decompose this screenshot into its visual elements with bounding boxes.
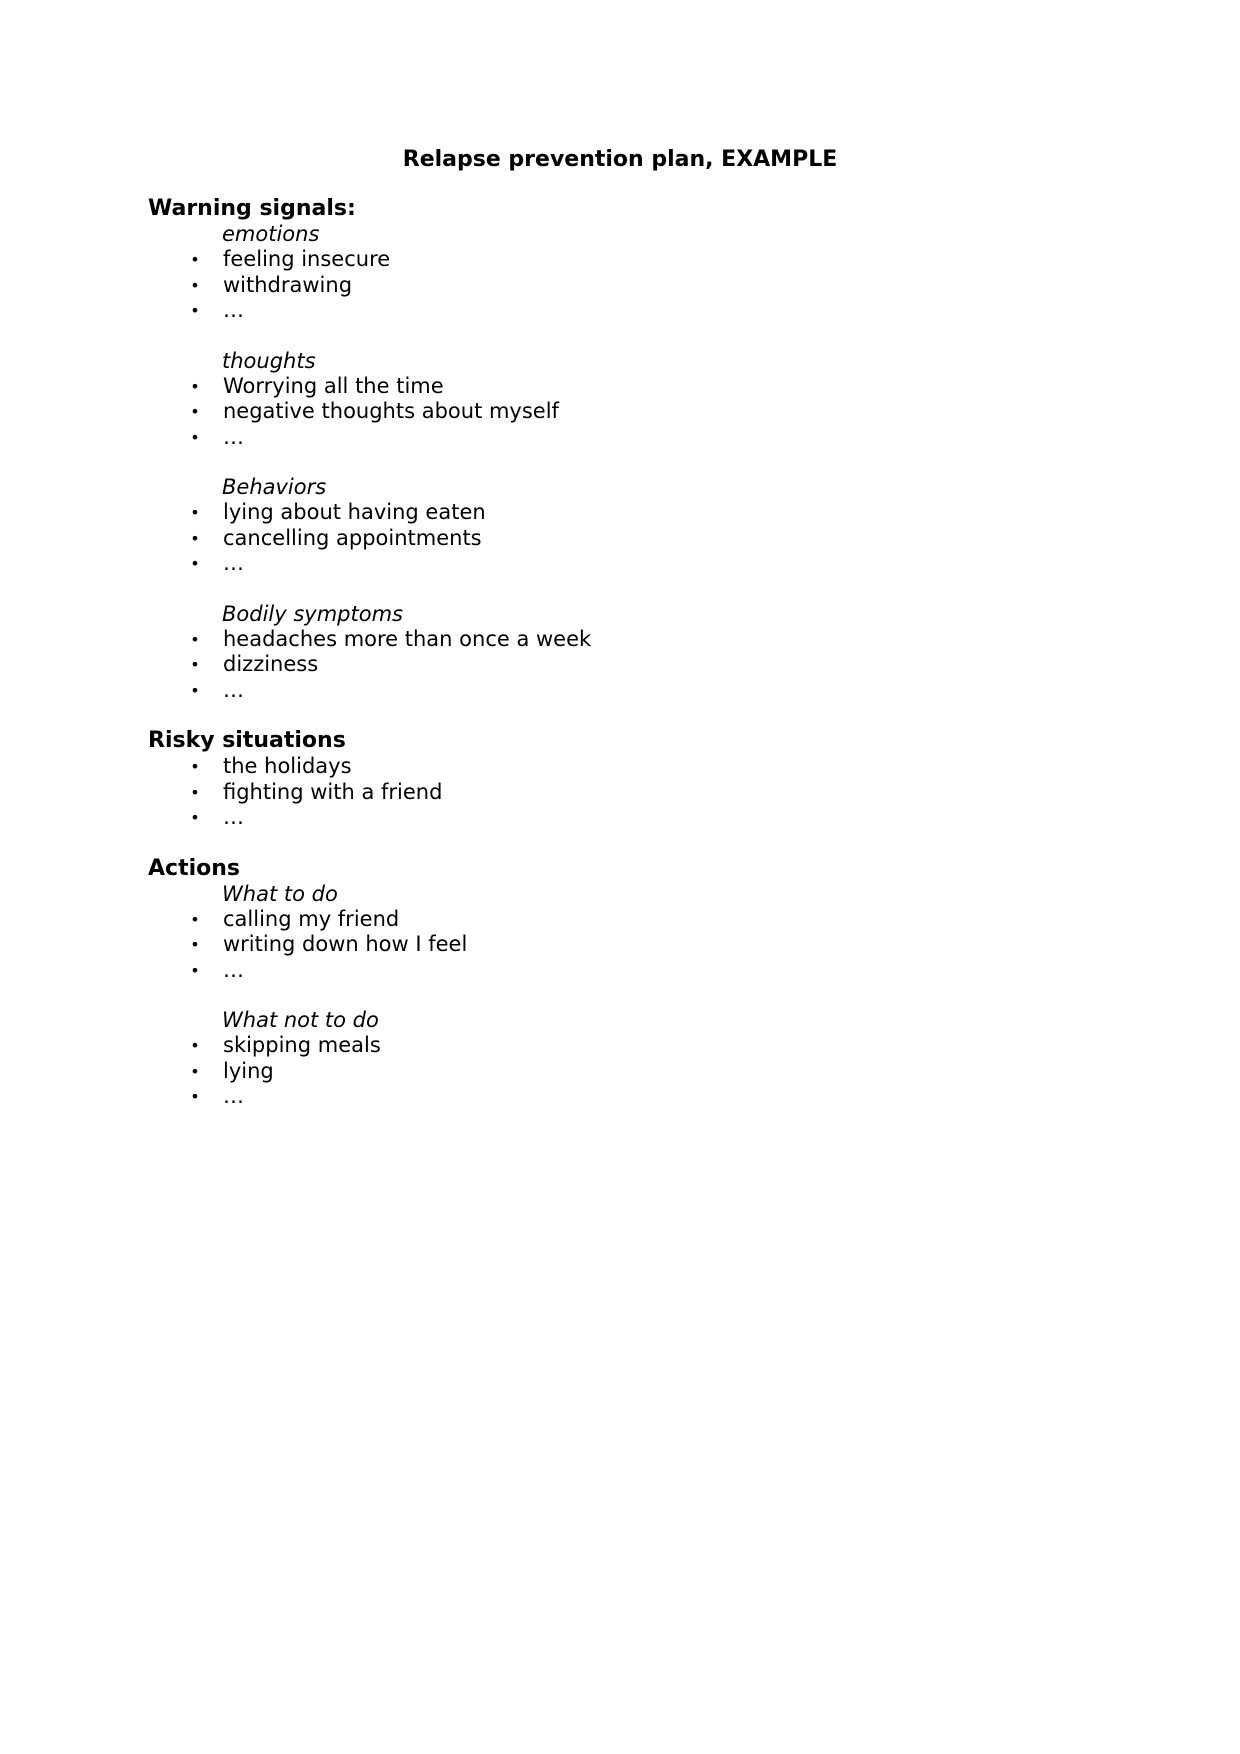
bullet-list-what-to-do <box>148 907 1108 984</box>
group-label-what-not-to-do: What not to do <box>222 1008 379 1032</box>
list-item <box>148 247 1108 273</box>
group-label-thoughts: thoughts <box>222 348 316 373</box>
bullet-icon: • <box>190 782 200 802</box>
list-item-text: cancelling appointments <box>223 525 482 550</box>
bullet-list-thoughts <box>148 374 1108 451</box>
list-item-text: Worrying all the time <box>223 373 444 398</box>
list-item <box>148 678 1108 704</box>
list-item-text: lying <box>223 1058 274 1083</box>
bullet-icon: • <box>190 629 200 649</box>
bullet-icon: • <box>190 528 200 548</box>
list-item-text: … <box>223 805 244 829</box>
list-item-text: headaches more than once a week <box>223 626 592 651</box>
bullet-icon: • <box>190 680 200 700</box>
bullet-icon: • <box>190 808 200 827</box>
list-item <box>148 652 1108 678</box>
list-item <box>148 805 1108 831</box>
list-item <box>148 425 1108 451</box>
list-item-text: lying about having eaten <box>223 500 486 524</box>
bullet-icon: • <box>190 1036 200 1055</box>
document-title: Relapse prevention plan, EXAMPLE <box>402 147 838 172</box>
group-label-behaviors: Behaviors <box>222 475 327 499</box>
list-item-text: negative thoughts about myself <box>223 399 559 423</box>
bullet-icon: • <box>190 503 200 522</box>
list-item-text: … <box>223 1084 244 1108</box>
group-label-bodily-symptoms: Bodily symptoms <box>222 601 403 626</box>
list-item-text: … <box>223 424 244 449</box>
bullet-icon: • <box>190 554 200 573</box>
list-item <box>148 500 1108 526</box>
bullet-icon: • <box>190 655 200 674</box>
bullet-icon: • <box>190 1087 200 1106</box>
list-item-text: skipping meals <box>223 1033 381 1057</box>
list-item <box>148 780 1108 806</box>
list-item <box>148 399 1108 425</box>
bullet-icon: • <box>190 1061 200 1081</box>
bullet-icon: • <box>190 427 200 447</box>
list-item <box>148 298 1108 324</box>
list-item <box>148 1059 1108 1085</box>
section-risky-situations <box>148 728 1108 831</box>
list-item-text: the holidays <box>223 754 352 778</box>
group-label-what-to-do: What to do <box>222 881 338 906</box>
bullet-icon: • <box>190 960 200 980</box>
section-heading-risky-situations: Risky situations <box>148 728 346 753</box>
list-item-text: calling my friend <box>223 906 400 931</box>
list-item <box>148 273 1108 299</box>
section-actions <box>148 856 1108 1110</box>
bullet-list-what-not-to-do <box>148 1033 1108 1110</box>
list-item <box>148 932 1108 958</box>
document-body <box>148 196 1108 1110</box>
bullet-list-emotions <box>148 247 1108 324</box>
list-item <box>148 1033 1108 1059</box>
list-item <box>148 526 1108 552</box>
bullet-icon: • <box>190 250 200 269</box>
list-item <box>148 907 1108 933</box>
bullet-icon: • <box>190 757 200 776</box>
list-item-text: writing down how I feel <box>223 932 468 956</box>
bullet-icon: • <box>190 275 200 295</box>
list-item-text: feeling insecure <box>223 247 391 271</box>
bullet-icon: • <box>190 909 200 929</box>
list-item <box>148 551 1108 577</box>
group-what-not-to-do <box>148 1008 1108 1110</box>
list-item <box>148 374 1108 400</box>
list-item-text: fighting with a friend <box>223 779 443 804</box>
bullet-icon: • <box>190 301 200 320</box>
list-item <box>148 1084 1108 1110</box>
section-warning-signals <box>148 196 1108 703</box>
list-item-text: dizziness <box>223 652 319 676</box>
group-label-emotions: emotions <box>222 222 320 246</box>
list-item-text: withdrawing <box>223 272 353 297</box>
section-heading-actions: Actions <box>148 855 240 881</box>
group-emotions <box>148 222 1108 324</box>
bullet-icon: • <box>190 376 200 396</box>
bullet-icon: • <box>190 935 200 954</box>
list-item <box>148 627 1108 653</box>
bullet-list-risky-situations <box>148 754 1108 831</box>
list-item <box>148 754 1108 780</box>
group-behaviors <box>148 475 1108 577</box>
list-item-text: … <box>223 677 244 702</box>
bullet-list-behaviors <box>148 500 1108 577</box>
list-item-text: … <box>223 551 244 575</box>
group-bodily-symptoms <box>148 602 1108 704</box>
list-item <box>148 958 1108 984</box>
bullet-icon: • <box>190 402 200 421</box>
group-thoughts <box>148 349 1108 451</box>
bullet-list-bodily-symptoms <box>148 627 1108 704</box>
list-item-text: … <box>223 298 244 322</box>
section-heading-warning-signals: Warning signals: <box>148 196 356 221</box>
list-item-text: … <box>223 957 244 982</box>
group-what-to-do <box>148 882 1108 984</box>
